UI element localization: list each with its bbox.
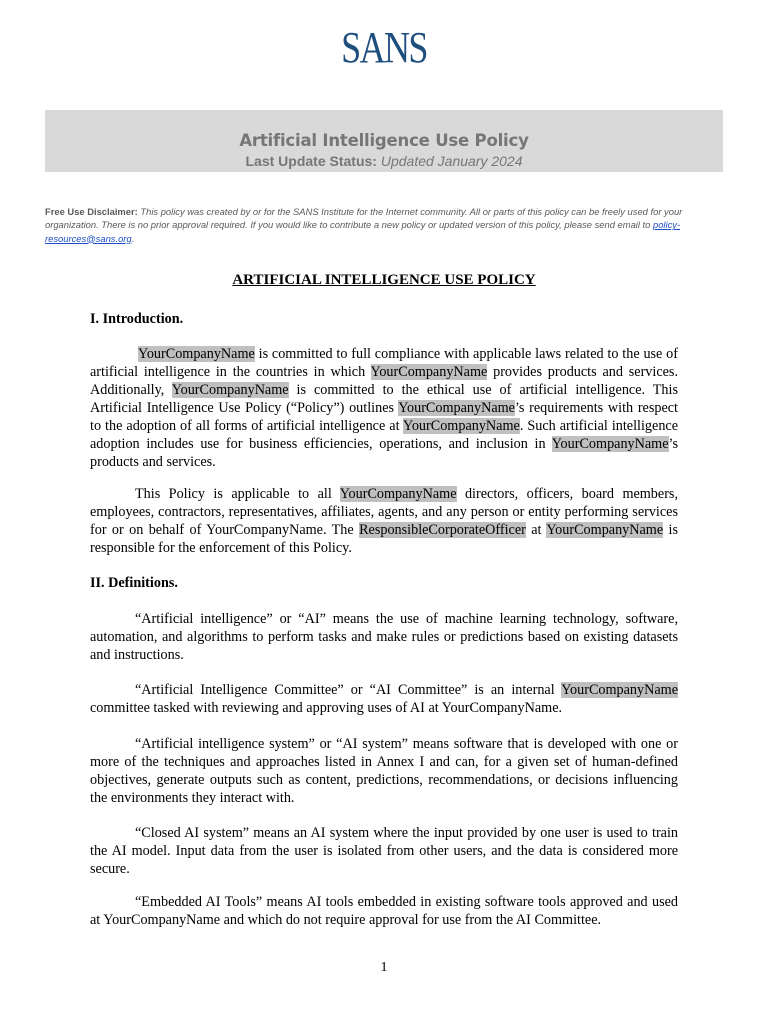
section-definitions-heading: II. Definitions. (90, 575, 178, 591)
intro-text: provides products and services. Additionally, (90, 364, 679, 398)
intro-text: This Policy is applicable to all (135, 486, 340, 502)
disclaimer-text: This policy was created by or for the SANS Institute for the Internet community. All or parts of this policy can be freely used for your organization. There is no prior approval required. If you would like to contribute a new policy or updated version of this policy, please send email to (45, 206, 683, 231)
intro-text: ’s requirements with respect to the adoption of all forms of artificial intelligence at (90, 400, 679, 434)
company-name-placeholder: YourCompanyName (561, 682, 678, 698)
definition-ai-committee (90, 681, 678, 717)
intro-text: directors, officers, board members, employees, contractors, representatives, affiliates, agents, and any person or entity performing services for or on behalf of YourCompanyName. The (90, 486, 678, 538)
company-name-placeholder: YourCompanyName (403, 418, 520, 434)
intro-text: is responsible for the enforcement of this Policy. (90, 522, 678, 556)
disclaimer-period: . (131, 232, 135, 244)
definition-closed-ai-system: “Closed AI system” means an AI system where the input provided by one user is used to train the AI model. Input data from the user is isolated from other users, and the data is considered more secure. (90, 825, 678, 877)
section-introduction-heading: I. Introduction. (90, 311, 184, 327)
intro-text: is committed to the ethical use of artificial intelligence. This Artificial Intelligence Use Policy (“Policy”) outlines (90, 382, 678, 416)
update-status-value: Updated January 2024 (380, 153, 523, 169)
officer-placeholder: ResponsibleCorporateOfficer (359, 522, 526, 538)
definition-embedded-ai-tools: “Embedded AI Tools” means AI tools embedded in existing software tools approved and used at YourCompanyName and which do not require approval for use from the AI Committee. (90, 894, 678, 928)
company-name-placeholder: YourCompanyName (339, 486, 457, 502)
company-name-placeholder: YourCompanyName (546, 522, 664, 538)
intro-paragraph-2 (90, 485, 678, 557)
definition-ai: “Artificial intelligence” or “AI” means the use of machine learning technology, software, automation, and algorithms to perform tasks and make rules or predictions based on existing datasets and instructions. (90, 611, 678, 663)
definition-text: committee tasked with reviewing and approving uses of AI at YourCompanyName. (90, 700, 563, 716)
intro-text: at (525, 522, 547, 538)
sans-logo: SANS (341, 23, 427, 72)
disclaimer-label: Free Use Disclaimer: (45, 206, 138, 217)
update-status (45, 152, 723, 170)
document-title: ARTIFICIAL INTELLIGENCE USE POLICY (232, 272, 536, 288)
intro-text: . Such artificial intelligence adoption includes use for business efficiencies, operations, and inclusion in (90, 418, 679, 452)
intro-paragraph-1 (90, 345, 678, 471)
company-name-placeholder: YourCompanyName (171, 382, 289, 398)
intro-text: is committed to full compliance with applicable laws related to the use of artificial intelligence in the countries in which (90, 346, 678, 380)
free-use-disclaimer (45, 205, 725, 245)
company-name-placeholder: YourCompanyName (138, 346, 255, 362)
title-banner (45, 110, 723, 172)
company-name-placeholder: YourCompanyName (370, 364, 488, 380)
policy-email-link[interactable]: policy-resources@sans.org (45, 219, 681, 244)
update-status-label: Last Update Status: (245, 153, 377, 169)
definition-ai-system: “Artificial intelligence system” or “AI system” means software that is developed with one or more of the techniques and approaches listed in Annex I and can, for a given set of human-defined objectives, generate outputs such as content, predictions, recommendations, or decisions influencing the environments they interact with. (90, 736, 678, 806)
company-name-placeholder: YourCompanyName (398, 400, 515, 416)
intro-text: ’s products and services. (90, 436, 678, 470)
page-number: 1 (380, 960, 388, 975)
company-name-placeholder: YourCompanyName (551, 436, 669, 452)
definition-text: “Artificial Intelligence Committee” or “AI Committee” is an internal (135, 682, 562, 698)
banner-title: Artificial Intelligence Use Policy (239, 131, 529, 150)
